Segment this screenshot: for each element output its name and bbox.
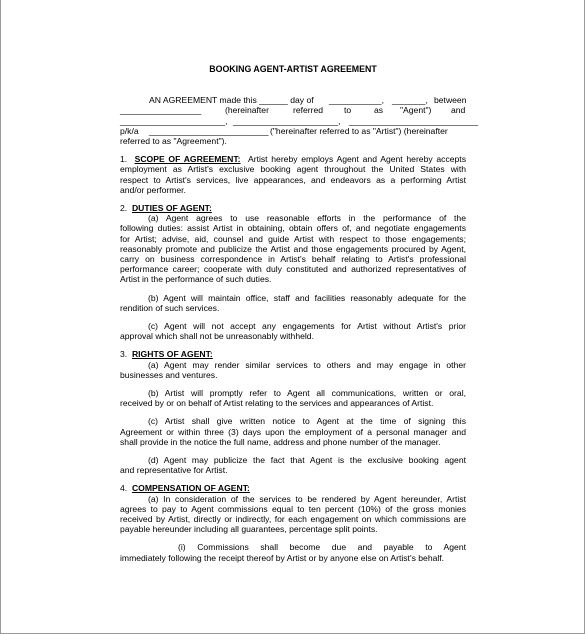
section-4ai-line-2: immediately following the receipt thereof by Artist or by anyone else on Artist's behalf. [120,552,445,563]
preamble-agreement-made: AN AGREEMENT made this ______ day of [149,95,314,106]
preamble-blank-year: _______, [392,95,428,106]
section-2a-line-5: carry on business correspondence in Artist's behalf relating to Artist's professional [120,253,466,264]
preamble-as: as [374,105,384,116]
section-3b-line-2: received by or on behalf of Artist relating to the services and appearances of Artist. [120,398,434,409]
section-3a-line-2: businesses and ventures. [120,369,218,380]
section-compensation [120,483,466,562]
preamble-line-4 [120,126,466,136]
preamble-line-1 [120,95,466,105]
section-2b-line-1: (b) Agent will maintain office, staff and facilities reasonably adequate for the [148,292,466,303]
section-2a-line-2: following duties: assist Artist in obtaining, obtain offers of, and negotiate engagements [120,223,466,234]
section-rights [120,349,466,475]
preamble-agent: "Agent") [400,105,432,116]
section-2a-line-4: reasonably promote and publicize the Artist and those engagements procured by Agent, [120,243,466,254]
preamble-pka: p/k/a [120,125,139,136]
preamble-blank-month: ___________, [329,95,384,106]
section-3d-line-1: (d) Agent may publicize the fact that Agent is the exclusive booking agent [148,455,466,466]
section-1-line-1 [120,154,466,164]
preamble-referred: referred [293,105,324,116]
section-scope [120,154,466,195]
section-2a-line-3: for Artist; advise, aid, counsel and guide Artist with respect to those engagements; [120,233,466,244]
section-3c-line-2: Agreement or within three (3) days upon the employment of a personal manager and [120,426,466,437]
section-3a-line-1: (a) Agent may render similar services to others and may engage in other [148,359,466,370]
section-2b-line-2: rendition of such services. [120,302,220,313]
section-2a-line-1: (a) Agent agrees to use reasonable efforts in the performance of the [148,213,466,224]
section-duties [120,203,466,341]
preamble-blank-pka: _________________________ [149,125,269,136]
preamble-line-3 [120,115,479,126]
preamble-hereinafter: (hereinafter [225,105,269,116]
preamble-blank-c: ___________________________ [349,115,479,126]
section-3c-line-3: shall provide in the notice the full name, address and phone number of the manager. [120,436,441,447]
section-1-heading: SCOPE OF AGREEMENT: [134,154,241,165]
preamble-artist-def: ("hereinafter referred to as "Artist") (hereinafter [270,125,448,136]
section-2-heading-line [120,203,466,213]
section-4a-line-3: received by Artist, directly or indirectly, for each engagement on which commissions are [120,514,466,525]
agreement-document [120,64,479,563]
section-2-number: 2. [120,202,128,213]
preamble-line-5: referred to as "Agreement"). [120,135,227,146]
section-3-heading: RIGHTS OF AGENT: [131,349,213,360]
section-4a-line-1: (a) In consideration of the services to be rendered by Agent hereunder, Artist [148,493,466,504]
section-2-heading: DUTIES OF AGENT: [131,202,212,213]
section-4-number: 4. [120,483,128,494]
section-4-heading-line [120,483,466,493]
preamble-line-2 [120,105,466,115]
section-2a-line-6: performance career; cooperate with duly constituted and authorized representatives of [120,264,466,275]
section-3b-line-1: (b) Artist will promptly refer to Agent all communications, written or oral, [148,388,466,399]
section-1-line-3: respect to Artist's services, live appearances, and endeavors as a performing Artist [120,174,466,185]
section-4ai-line-1: (i) Commissions shall become due and payable to Agent [178,542,466,553]
preamble-blank-name: _________________ [120,105,202,116]
section-1-line-2: employment as Artist's exclusive booking agent throughout the United States with [120,164,466,175]
section-3-number: 3. [120,349,128,360]
section-2c-line-2: approval which shall not be unreasonably withheld. [120,331,314,342]
document-title: BOOKING AGENT-ARTIST AGREEMENT [209,64,377,74]
section-4a-line-4: payable hereunder including all guarantees, percentage split points. [120,524,378,535]
section-1-number: 1. [120,154,128,165]
preamble-between: between [434,95,467,106]
section-1-text-1: Artist hereby employs Agent and Agent hereby accepts [247,154,466,165]
section-2c-line-1: (c) Agent will not accept any engagements for Artist without Artist's prior [148,321,466,331]
section-1-line-4: and/or performer. [120,184,186,195]
section-3-heading-line [120,349,466,359]
section-2a-line-7: Artist in the performance of such duties. [120,274,272,285]
preamble [120,95,479,146]
section-4-heading: COMPENSATION OF AGENT: [131,483,250,494]
preamble-and: and [451,105,466,116]
section-4a-line-2: agrees to pay to Agent commissions equal to ten percent (10%) of the gross monies [120,503,466,514]
section-3c-line-1: (c) Artist shall give written notice to Agent at the time of signing this [148,416,466,427]
preamble-blank-b: ______________________, [233,115,341,126]
section-3d-line-2: and representative for Artist. [120,465,228,476]
preamble-blank-a: ______________________, [120,115,228,126]
preamble-to: to [344,105,352,116]
